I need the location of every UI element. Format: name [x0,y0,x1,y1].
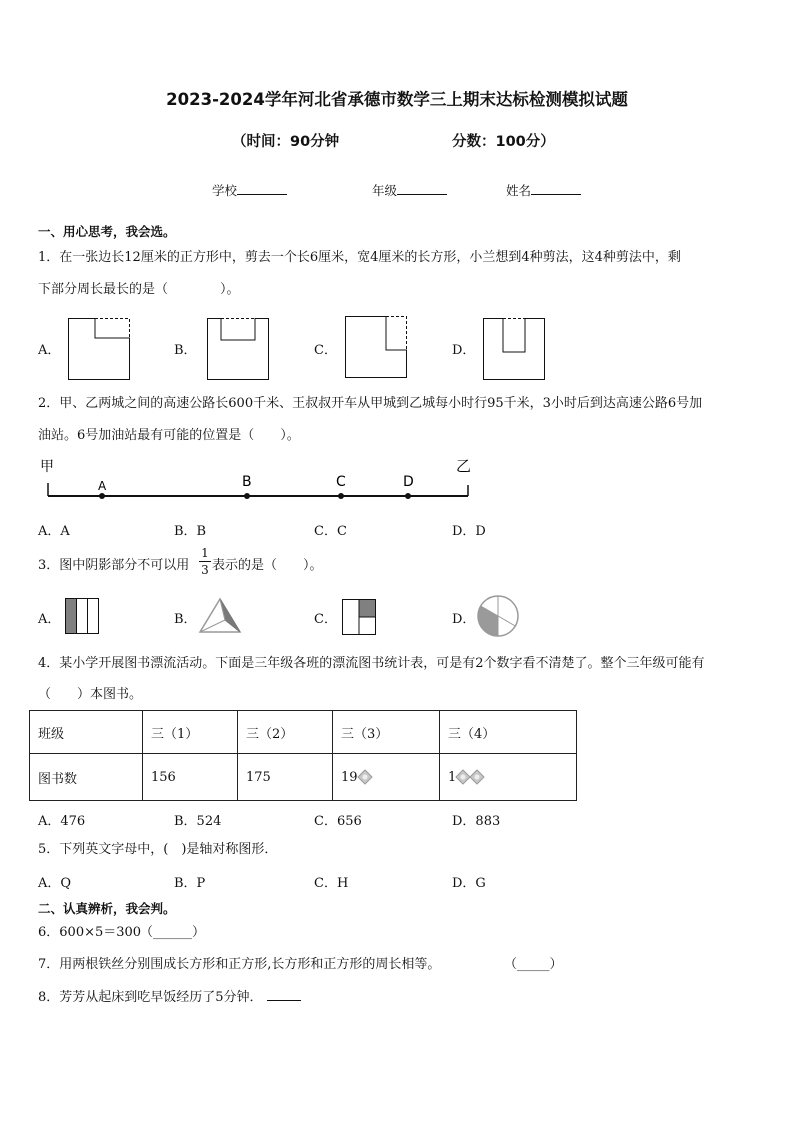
q1-figure-b [207,318,269,380]
q4-line1: 4．某小学开展图书漂流活动。下面是三年级各班的漂流图书统计表，可是有2个数字看不清楚了。整个三年级可能有 [38,656,705,671]
school-label: 学校 [212,183,238,198]
q2-option-d[interactable]: D．D [452,524,486,539]
table-row-label: 图书数 [30,754,143,801]
table-header-cell: 三（1） [143,711,238,754]
school-blank[interactable] [237,182,287,195]
road-end-label: 乙 [456,457,472,475]
table-cell-partial: 1 [448,769,457,785]
q1-figure-a [68,318,130,380]
q3-text-before: 3．图中阴影部分不可以用 [38,558,190,573]
exam-score: 分数：100分） [452,134,555,150]
q1-figure-d [483,318,545,380]
q3-fraction [199,546,211,577]
q3-option-a[interactable]: A． [38,612,61,627]
q1-option-d[interactable]: D． [452,343,476,358]
table-cell: 156 [143,754,238,801]
name-label: 姓名 [506,183,532,198]
q8-line [38,988,301,1007]
smudge-icon [456,770,470,784]
q8-answer-blank[interactable] [267,988,301,1001]
table-cell-smudged [333,754,440,801]
q1-line2: 下部分周长最长的是（ ）。 [38,282,240,297]
road-label-c: C [336,474,346,490]
q4-option-c[interactable]: C．656 [314,814,362,829]
q5-option-c[interactable]: C．H [314,876,349,891]
q7-answer-blank[interactable]: （_____） [504,957,563,972]
q3-figure-d [477,595,519,637]
name-field [506,181,581,199]
fraction-denominator: 3 [201,563,209,577]
road-diagram [38,457,478,505]
q3-figure-b [199,598,241,634]
grade-label: 年级 [372,183,398,198]
road-label-d: D [403,474,414,490]
section-1-heading: 一、用心思考，我会选。 [38,224,176,239]
q2-option-c[interactable]: C．C [314,524,347,539]
q2-line2: 油站。6号加油站最有可能的位置是（ ）。 [38,428,300,443]
table-cell: 175 [238,754,333,801]
section-2-heading: 二、认真辨析，我会判。 [38,901,176,916]
q8-text: 8．芳芳从起床到吃早饭经历了5分钟． [38,990,263,1005]
q5-option-a[interactable]: A．Q [38,876,72,891]
road-label-a: A [98,479,107,493]
grade-field [372,181,447,199]
q6-text: 6．600×5＝300 [38,925,142,940]
q3-text-after: 表示的是（ ）。 [212,558,323,573]
smudge-icon [470,770,484,784]
q3-option-d[interactable]: D． [452,612,476,627]
q3-option-b[interactable]: B． [174,612,197,627]
q3-figure-c [342,599,376,635]
q4-line2: （ ）本图书。 [38,687,143,702]
q3-figure-a [65,598,99,634]
road-label-b: B [242,474,252,490]
smudge-icon [358,770,372,784]
q4-option-a[interactable]: A．476 [38,814,86,829]
exam-time: （时间：90分钟 [232,134,340,150]
q1-figure-c [345,316,407,378]
school-field [212,181,287,199]
q2-line1: 2．甲、乙两城之间的高速公路长600千米、王叔叔开车从甲城到乙城每小时行95千米，3小时后到达高速公路6号加 [38,396,703,411]
q2-option-b[interactable]: B．B [174,524,207,539]
q4-option-d[interactable]: D．883 [452,814,501,829]
q1-option-c[interactable]: C． [314,343,337,358]
q5-option-d[interactable]: D．G [452,876,486,891]
q1-line1: 1．在一张边长12厘米的正方形中，剪去一个长6厘米，宽4厘米的长方形，小兰想到4种剪法，这4种剪法中，剩 [38,250,681,265]
point-c-dot [338,493,344,499]
fraction-numerator: 1 [201,546,209,560]
table-cell-smudged [440,754,577,801]
table-header-cell: 三（3） [333,711,440,754]
grade-blank[interactable] [397,182,447,195]
point-b-dot [244,493,250,499]
page-title: 2023-2024学年河北省承德市数学三上期末达标检测模拟试题 [166,90,628,109]
table-header-cell: 三（4） [440,711,577,754]
q7-text: 7．用两根铁丝分别围成长方形和正方形,长方形和正方形的周长相等。 [38,957,441,972]
name-blank[interactable] [531,182,581,195]
q3-option-c[interactable]: C． [314,612,337,627]
table-cell-partial: 19 [341,769,358,785]
q5-text: 5．下列英文字母中，( )是轴对称图形． [38,842,278,857]
table-row [30,754,577,801]
table-header-cell: 三（2） [238,711,333,754]
book-stats-table [29,710,577,801]
table-header-cell: 班级 [30,711,143,754]
point-a-dot [99,493,105,499]
q4-option-b[interactable]: B．524 [174,814,222,829]
q6-answer-blank[interactable]: （______） [140,925,206,940]
q1-option-b[interactable]: B． [174,343,197,358]
q1-option-a[interactable]: A． [38,343,61,358]
table-header-row [30,711,577,754]
road-start-label: 甲 [40,459,54,475]
fraction-bar [199,561,211,562]
point-d-dot [405,493,411,499]
q2-option-a[interactable]: A．A [38,524,70,539]
q5-option-b[interactable]: B．P [174,876,206,891]
